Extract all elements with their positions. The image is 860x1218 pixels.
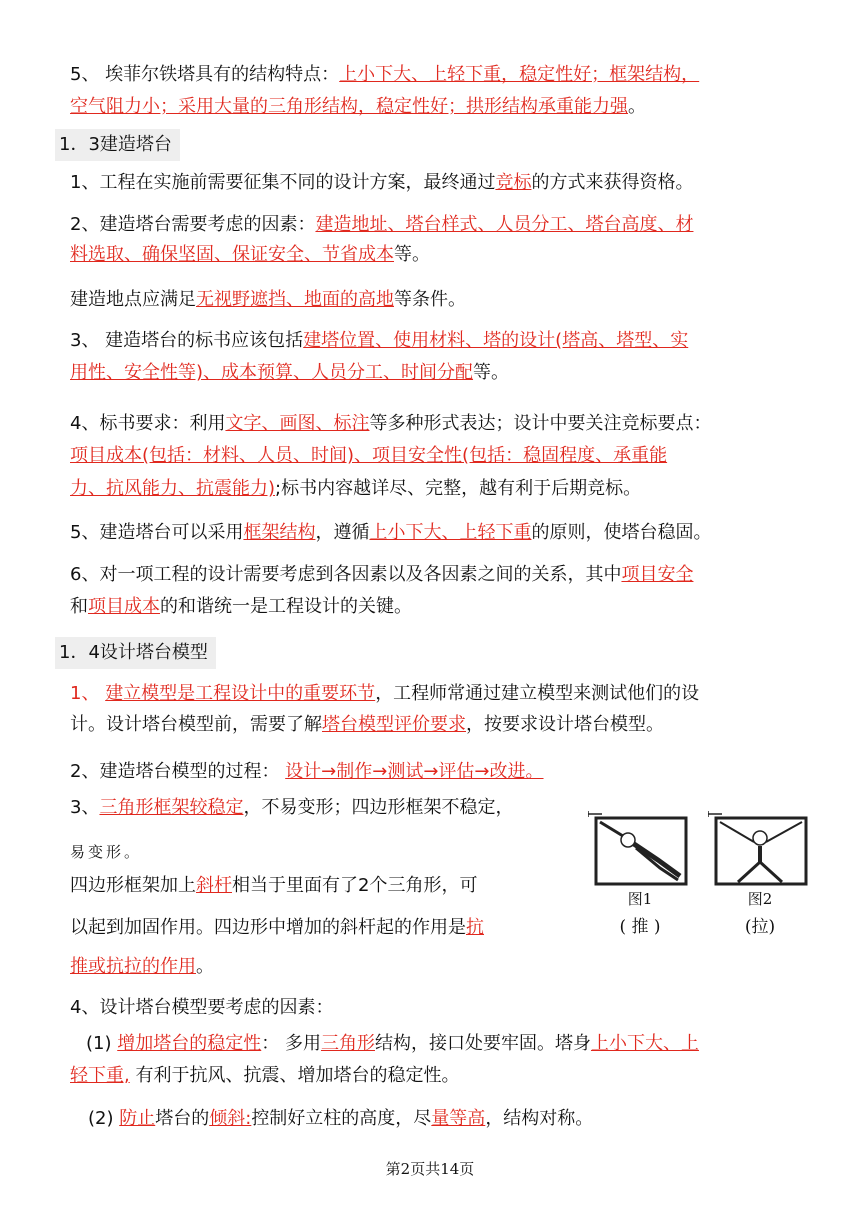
item-number: 1、 — [70, 683, 100, 704]
j-item-1-line-2 — [70, 710, 664, 740]
figure-1-caption: 图1 — [627, 890, 653, 908]
j-item-2 — [70, 757, 544, 787]
answer-text: 建立模型是工程设计中的重要环节 — [105, 683, 376, 704]
answer-text: 上小下大、上 — [590, 1033, 699, 1054]
item-3-line-2 — [70, 358, 509, 388]
item-2-line-1 — [70, 210, 693, 240]
item-text: 1、工程在实施前需要征集不同的设计方案，最终通过 — [70, 172, 496, 193]
item-text: 结构，接口处要牢固。塔身 — [374, 1033, 591, 1054]
item-1 — [70, 168, 693, 198]
j-item-4 — [70, 993, 333, 1023]
item-text: ，按要求设计塔台模型。 — [466, 714, 664, 735]
section-heading-1-3: 1．3建造塔台 — [55, 129, 180, 161]
item-2-line-2 — [70, 240, 430, 270]
section-heading-1-4: 1．4设计塔台模型 — [55, 637, 216, 669]
j-item-3-line-5 — [70, 952, 214, 982]
item-4-line-3 — [70, 474, 641, 504]
k-item-1-line-1 — [86, 1029, 699, 1059]
item-text: 2、建造塔台模型的过程： — [70, 761, 280, 782]
item-6-line-2 — [70, 592, 412, 622]
answer-text: 斜杆 — [196, 875, 232, 896]
item-text: 易变形。 — [70, 843, 143, 861]
item-4-line-2 — [70, 441, 667, 471]
answer-text: 空气阻力小；采用大量的三角形结构，稳定性好；拱形结构承重能力强 — [70, 96, 628, 117]
item-text: 有利于抗风、抗震、增加塔台的稳定性。 — [129, 1065, 460, 1086]
answer-text: 建造地址、塔台样式、人员分工、塔台高度、材 — [315, 214, 694, 235]
k-item-2 — [88, 1104, 593, 1134]
answer-text: 防止 — [119, 1108, 156, 1129]
item-text: 等条件。 — [394, 289, 466, 310]
item-text: 等。 — [394, 244, 430, 265]
item-text: 等多种形式表达；设计中要关注竞标要点： — [369, 413, 712, 434]
answer-text: 项目成本 — [88, 596, 160, 617]
page-footer: 第2页共14页 — [385, 1160, 475, 1178]
item-text: 控制好立柱的高度，尽 — [251, 1108, 432, 1129]
answer-text: 文字、画图、标注 — [225, 413, 370, 434]
item-text: ，工程师常通过建立模型来测试他们的设 — [375, 683, 700, 704]
item-text: 4、标书要求：利用 — [70, 413, 226, 434]
item-text: ： 多用 — [261, 1033, 321, 1054]
answer-text: 力、抗风能力、抗震能力) — [70, 478, 276, 499]
j-item-3-line-1 — [70, 793, 513, 823]
figure-2-subcaption: (拉) — [744, 917, 776, 937]
item-text: 3、 — [70, 797, 100, 818]
answer-text: 用性、安全性等)、成本预算、人员分工、时间分配 — [70, 362, 474, 383]
item-text: ，结构对称。 — [485, 1108, 594, 1129]
item-5 — [70, 518, 711, 548]
answer-text: 增加塔台的稳定性 — [117, 1033, 262, 1054]
j-item-3-line-4 — [70, 913, 484, 943]
item-text: 的方式来获得资格。 — [531, 172, 694, 193]
answer-text: 项目成本(包括：材料、人员、时间)、项目安全性(包括：稳固程度、承重能 — [70, 445, 668, 466]
item-text: 。 — [628, 96, 646, 117]
answer-text: 框架结构 — [243, 522, 316, 543]
item-text: 和 — [70, 596, 88, 617]
item-2-note — [70, 285, 466, 315]
answer-text: 无视野遮挡、地面的高地 — [196, 289, 394, 310]
item-text: ;标书内容越详尽、完整，越有利于后期竞标。 — [275, 478, 642, 499]
item-5-line-1 — [70, 60, 699, 90]
answer-text: 建塔位置、使用材料、塔的设计(塔高、塔型、实 — [303, 330, 689, 351]
j-item-3-line-3 — [70, 871, 477, 901]
item-number: (2) — [88, 1108, 114, 1129]
item-text: 计。设计塔台模型前，需要了解 — [70, 714, 322, 735]
answer-text: 设计→制作→测试→评估→改进。 — [285, 761, 544, 782]
item-text: 等。 — [473, 362, 510, 383]
item-text: 建造地点应满足 — [70, 289, 196, 310]
item-4-line-1 — [70, 409, 711, 439]
item-text: 以起到加固作用。四边形中增加的斜杆起的作用是 — [70, 917, 466, 938]
figure-2-caption: 图2 — [747, 890, 773, 908]
item-text: ，遵循 — [315, 522, 370, 543]
answer-text: 上小下大、上轻下重 — [369, 522, 532, 543]
answer-text: 抗 — [466, 917, 484, 938]
item-text: 塔台的 — [155, 1108, 210, 1129]
answer-text: 推或抗拉的作用 — [70, 956, 196, 977]
item-text: 。 — [196, 956, 214, 977]
answer-text: 倾斜: — [209, 1108, 252, 1129]
item-text: 5、 埃菲尔铁塔具有的结构特点： — [70, 64, 340, 85]
item-text: 6、对一项工程的设计需要考虑到各因素以及各因素之间的关系，其中 — [70, 564, 622, 585]
item-6-line-1 — [70, 560, 693, 590]
figure-push-frame — [588, 808, 690, 890]
item-text: 四边形框架加上 — [70, 875, 196, 896]
answer-text: 三角形框架较稳定 — [99, 797, 244, 818]
answer-text: 料选取、确保坚固、保证安全、节省成本 — [70, 244, 394, 265]
item-5-line-2 — [70, 92, 646, 122]
item-3-line-1 — [70, 326, 688, 356]
answer-text: 三角形 — [320, 1033, 375, 1054]
item-text: 的和谐统一是工程设计的关键。 — [160, 596, 412, 617]
figure-1-subcaption: ( 推 ) — [619, 917, 661, 937]
j-item-1-line-1 — [70, 679, 699, 709]
answer-text: 轻下重, — [70, 1065, 130, 1086]
j-item-3-line-2 — [70, 837, 142, 867]
item-text: 3、 建造塔台的标书应该包括 — [70, 330, 304, 351]
item-number: (1) — [86, 1033, 112, 1054]
item-text: 2、建造塔台需要考虑的因素： — [70, 214, 316, 235]
answer-text: 塔台模型评价要求 — [322, 714, 466, 735]
item-text: ，不易变形；四边形框架不稳定， — [243, 797, 514, 818]
item-text: 的原则，使塔台稳固。 — [531, 522, 712, 543]
item-text: 4、设计塔台模型要考虑的因素： — [70, 997, 334, 1018]
figure-pull-frame — [708, 808, 810, 890]
item-text: 5、建造塔台可以采用 — [70, 522, 244, 543]
answer-text: 量等高 — [431, 1108, 486, 1129]
answer-text: 上小下大、上轻下重，稳定性好；框架结构， — [339, 64, 700, 85]
answer-text: 项目安全 — [621, 564, 694, 585]
answer-text: 竞标 — [495, 172, 532, 193]
k-item-1-line-2 — [70, 1061, 459, 1091]
item-text: 相当于里面有了2个三角形，可 — [232, 875, 478, 896]
